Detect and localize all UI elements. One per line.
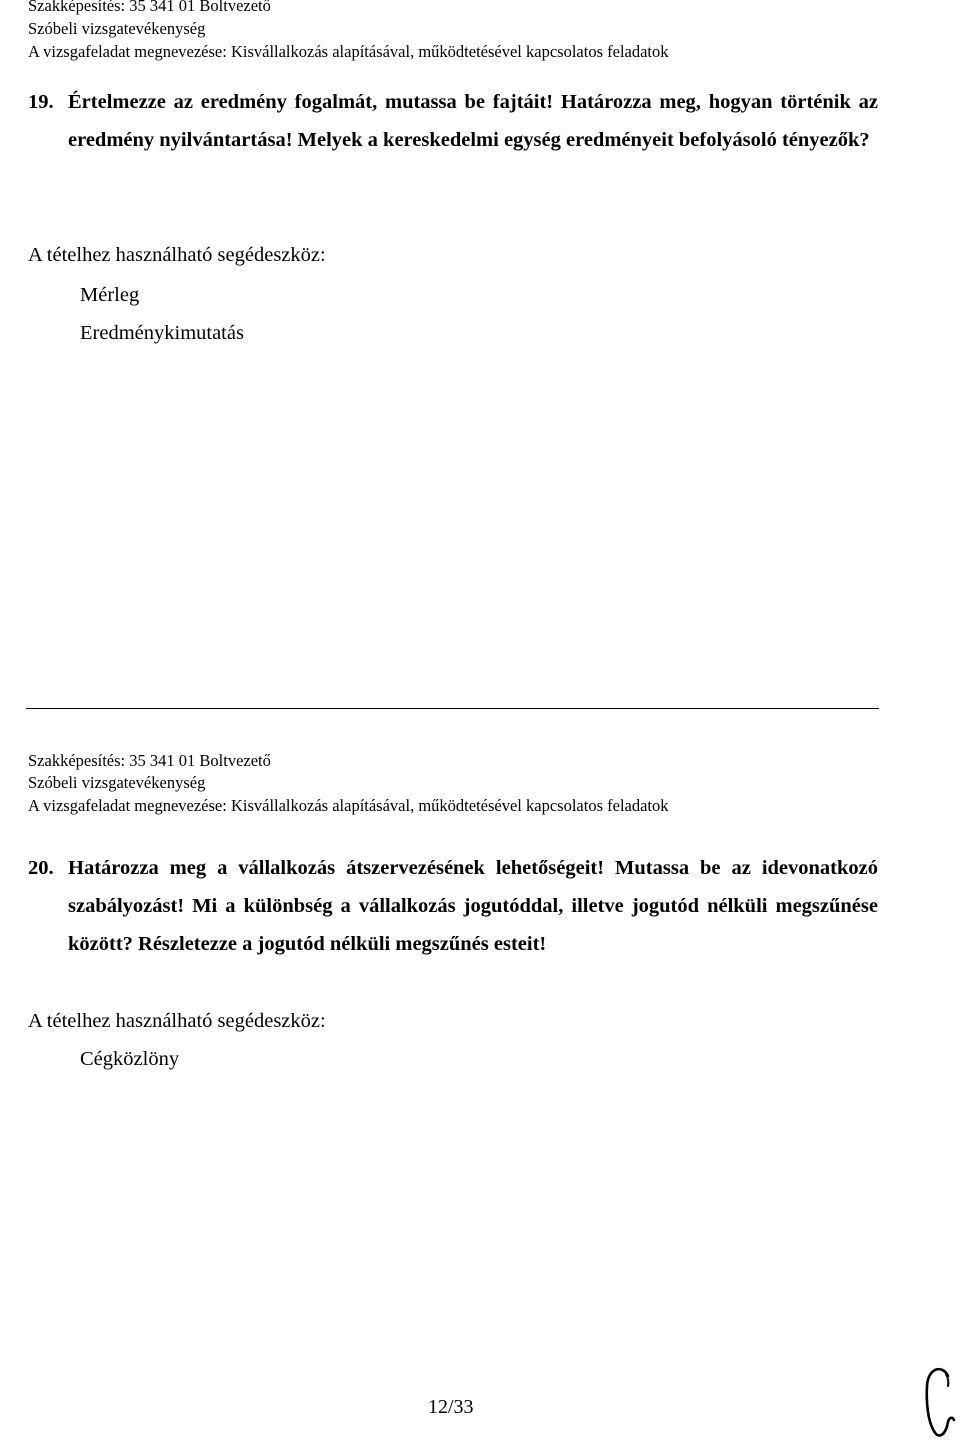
header-task-name: A vizsgafeladat megnevezése: Kisvállalkozás alapításával, működtetésével kapcsolatos feladatok [28, 42, 669, 61]
page-number: 12/33 [428, 1396, 474, 1418]
tools-label: A tételhez használható segédeszköz: [28, 1010, 326, 1032]
tools-label: A tételhez használható segédeszköz: [28, 244, 326, 266]
tool-item: Eredménykimutatás [80, 322, 244, 344]
question-number: 19. [28, 91, 54, 113]
signature-mark [918, 1362, 958, 1440]
page-divider [26, 708, 879, 709]
tool-item: Mérleg [80, 284, 140, 306]
tool-item: Cégközlöny [80, 1048, 180, 1070]
header-qualification: Szakképesítés: 35 341 01 Boltvezető [28, 0, 271, 15]
question-number: 20. [28, 857, 54, 879]
question-text: Értelmezze az eredmény fogalmát, mutassa be fajtáit! Határozza meg, hogyan történik az eredmény nyilvántartása! Melyek a kereskedelmi egység eredményeit befolyásoló tényezők? [68, 91, 878, 151]
header-qualification: Szakképesítés: 35 341 01 Boltvezető [28, 751, 271, 770]
header-activity: Szóbeli vizsgatevékenység [28, 19, 206, 38]
question-text: Határozza meg a vállalkozás átszervezésének lehetőségeit! Mutassa be az idevonatkozó szabályozást! Mi a különbség a vállalkozás jogutóddal, illetve jogutód nélküli megszűnése között? Részletezze a jogutód nélküli megszűnés esteit! [68, 857, 878, 955]
header-activity: Szóbeli vizsgatevékenység [28, 773, 206, 792]
header-task-name: A vizsgafeladat megnevezése: Kisvállalkozás alapításával, működtetésével kapcsolatos feladatok [28, 796, 669, 815]
